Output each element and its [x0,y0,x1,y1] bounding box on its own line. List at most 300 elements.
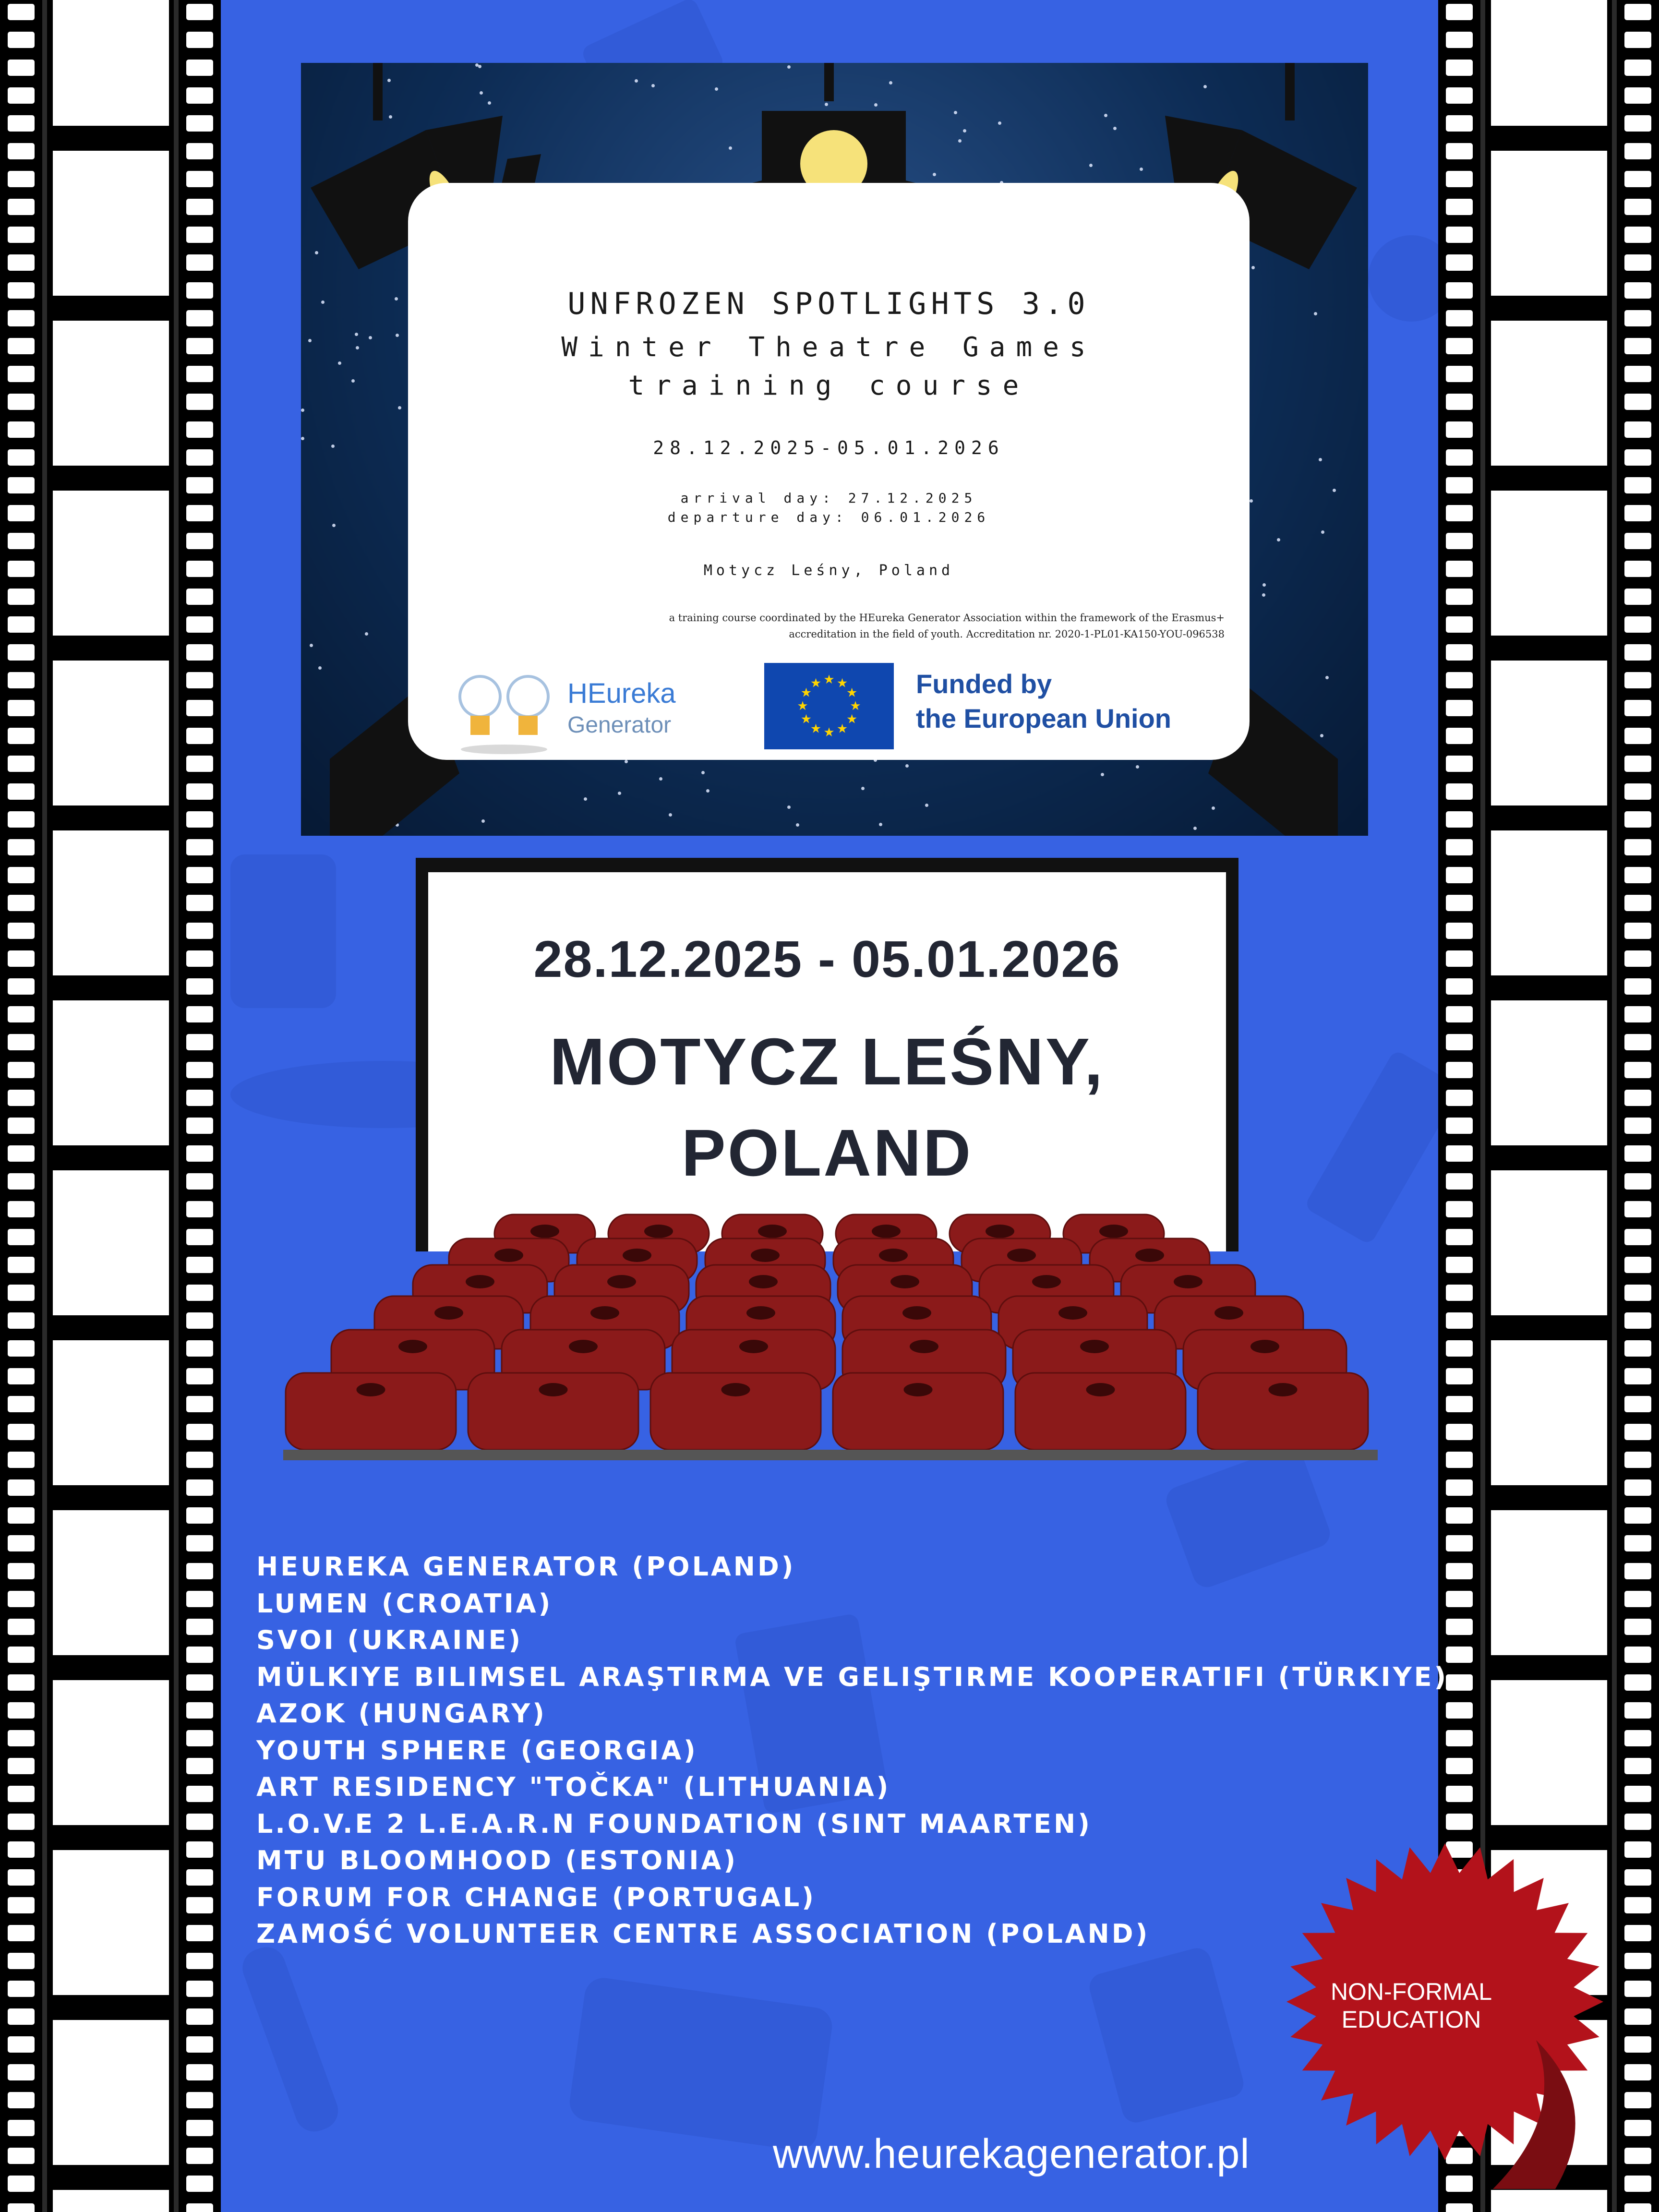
partner-item: ZAMOŚĆ VOLUNTEER CENTRE ASSOCIATION (POLAND) [256,1919,1150,1949]
seat-hole [1058,1306,1087,1320]
sprocket-hole [1446,394,1473,410]
sprocket-hole [8,1201,35,1217]
film-frame [1491,661,1607,805]
sprocket-hole [1624,811,1651,828]
sprocket-hole [1624,1145,1651,1162]
sprocket-hole [186,32,213,48]
seat-hole [466,1275,494,1288]
film-frame [1491,1000,1607,1145]
sprocket-hole [8,1953,35,1969]
sprocket-hole [1446,839,1473,855]
sprocket-hole [186,923,213,939]
eu-star: ★ [846,685,858,700]
eu-flag-icon [764,663,894,749]
sprocket-hole [1446,171,1473,187]
sprocket-hole [186,2203,213,2212]
sprocket-hole [186,87,213,104]
sprocket-hole [8,366,35,382]
sprocket-hole [186,756,213,772]
sprocket-hole [1624,310,1651,326]
sprocket-hole [8,728,35,744]
sprocket-hole [1446,227,1473,243]
strip-rail [174,0,179,2212]
sprocket-hole [1446,449,1473,466]
sprocket-hole [8,32,35,48]
partner-item: FORUM FOR CHANGE (PORTUGAL) [256,1882,816,1912]
sprocket-hole [8,171,35,187]
sprocket-hole [1624,1730,1651,1746]
seat-hole [494,1249,523,1262]
screen-location-line-1: MOTYCZ LEŚNY, [549,1025,1105,1099]
sprocket-hole [186,867,213,883]
sprocket-hole [8,505,35,521]
partner-item: ART RESIDENCY "TOČKA" (LITHUANIA) [256,1772,891,1802]
sprocket-hole [8,421,35,438]
sprocket-hole [186,171,213,187]
seat-hole [890,1275,919,1288]
sprocket-hole [186,254,213,271]
sprocket-hole [8,1814,35,1830]
sprocket-hole [8,1034,35,1050]
film-frame [1491,491,1607,636]
film-frame [1491,151,1607,296]
film-frame [53,151,169,296]
sprocket-hole [186,1758,213,1774]
heureka-generator: Generator [567,712,672,738]
sprocket-hole [8,1006,35,1022]
seat-hole [1080,1340,1109,1353]
film-frame [53,830,169,975]
partner-item: SVOI (UKRAINE) [256,1625,523,1655]
sprocket-hole [1446,950,1473,967]
seat-hole [539,1383,568,1396]
seat-hole [434,1306,463,1320]
sprocket-hole [8,1479,35,1496]
sprocket-hole [186,1786,213,1802]
sprocket-hole [1624,1285,1651,1301]
sprocket-hole [186,227,213,243]
sprocket-hole [8,87,35,104]
sprocket-hole [1624,700,1651,716]
sprocket-hole [186,505,213,521]
sprocket-hole [1446,338,1473,354]
sprocket-hole [186,1897,213,1913]
sprocket-hole [1624,895,1651,911]
seat-hole [749,1275,778,1288]
seat-hole [746,1306,775,1320]
sprocket-hole [1624,171,1651,187]
sprocket-hole [1624,115,1651,132]
sprocket-hole [186,449,213,466]
seat-hole [1032,1275,1061,1288]
sprocket-hole [1624,839,1651,855]
sprocket-hole [186,115,213,132]
sprocket-hole [8,1619,35,1635]
seat-hole [357,1383,385,1396]
heureka-logo [446,668,691,759]
sprocket-hole [1446,477,1473,493]
sprocket-hole [8,1312,35,1329]
sprocket-hole [1624,1034,1651,1050]
eu-star: ★ [846,712,858,727]
sprocket-hole [8,1563,35,1579]
seat-hole [1135,1249,1164,1262]
eu-line-1: Funded by [916,669,1052,699]
sprocket-hole [1446,32,1473,48]
sprocket-hole [186,394,213,410]
poster-subtitle-2: training course [628,370,1030,401]
sprocket-hole [1624,1173,1651,1190]
seat-hole [721,1383,750,1396]
sprocket-hole [186,839,213,855]
sprocket-hole [8,1841,35,1858]
sprocket-hole [1446,1034,1473,1050]
sprocket-hole [8,1340,35,1357]
sprocket-hole [8,2036,35,2053]
sprocket-hole [8,700,35,716]
sprocket-hole [1624,2203,1651,2212]
poster-note-2: accreditation in the field of youth. Accreditation nr. 2020-1-PL01-KA150-YOU-096538 [789,628,1225,640]
sprocket-hole [1446,1145,1473,1162]
badge-line-2: EDUCATION [1341,2006,1481,2033]
sprocket-hole [8,1786,35,1802]
sprocket-hole [1624,338,1651,354]
sprocket-hole [8,1118,35,1134]
film-frame [1491,321,1607,466]
film-frame [53,1510,169,1655]
sprocket-hole [8,449,35,466]
sprocket-hole [8,1090,35,1106]
sprocket-hole [186,477,213,493]
sprocket-hole [1446,783,1473,800]
sprocket-hole [186,1145,213,1162]
sprocket-hole [1624,449,1651,466]
sprocket-hole [1624,783,1651,800]
seat-hole [623,1249,651,1262]
seat-hole [758,1225,787,1238]
seat-hole [902,1306,931,1320]
website-link[interactable]: www.heurekagenerator.pl [773,2131,1250,2177]
sprocket-hole [1624,4,1651,20]
seat-hole [910,1340,938,1353]
sprocket-hole [186,1452,213,1468]
sprocket-hole [186,1591,213,1607]
screen-location [428,1016,1226,1199]
sprocket-hole [1446,1479,1473,1496]
seat-hole [1250,1340,1279,1353]
sprocket-hole [8,2148,35,2164]
sprocket-hole [1446,87,1473,104]
sprocket-hole [1446,2203,1473,2212]
sprocket-hole [186,978,213,995]
sprocket-hole [1446,143,1473,159]
screen-location-line-2: POLAND [681,1116,973,1190]
seat-hole [1214,1306,1243,1320]
seat-hole [398,1340,427,1353]
sprocket-hole [8,282,35,299]
sprocket-hole [8,644,35,661]
sprocket-hole [8,895,35,911]
seat-hole [751,1249,780,1262]
sprocket-hole [1446,533,1473,549]
sprocket-hole [1446,978,1473,995]
sprocket-hole [186,1702,213,1719]
sprocket-hole [186,1340,213,1357]
sprocket-hole [1624,1702,1651,1719]
sprocket-hole [8,4,35,20]
sprocket-hole [186,1869,213,1886]
sprocket-hole [8,867,35,883]
sprocket-hole [186,1118,213,1134]
sprocket-hole [1446,505,1473,521]
sprocket-hole [1624,644,1651,661]
sprocket-hole [8,2092,35,2108]
sprocket-hole [8,1285,35,1301]
poster-title: UNFROZEN SPOTLIGHTS 3.0 [567,286,1090,321]
sprocket-hole [8,1173,35,1190]
sprocket-hole [8,1647,35,1663]
sprocket-hole [186,1368,213,1384]
film-frame [53,1680,169,1825]
event-poster [301,63,1368,836]
seat-hole [1174,1275,1202,1288]
eu-line-2: the European Union [916,703,1171,733]
film-frame [1491,1170,1607,1315]
sprocket-hole [8,561,35,577]
sprocket-hole [8,115,35,132]
sprocket-hole [186,1312,213,1329]
film-frame [1491,1510,1607,1655]
sprocket-hole [1624,867,1651,883]
seat-hole [904,1383,933,1396]
sprocket-hole [8,1758,35,1774]
sprocket-hole [1624,1452,1651,1468]
sprocket-hole [1624,1814,1651,1830]
sprocket-hole [186,728,213,744]
poster-location: Motycz Leśny, Poland [703,562,954,579]
sprocket-hole [1624,421,1651,438]
sprocket-hole [8,589,35,605]
sprocket-hole [186,143,213,159]
film-frame [1491,1680,1607,1825]
sprocket-hole [186,895,213,911]
sprocket-hole [1446,1062,1473,1078]
sprocket-hole [1446,1285,1473,1301]
partner-item: L.O.V.E 2 L.E.A.R.N FOUNDATION (SINT MAARTEN) [256,1808,1092,1839]
sprocket-hole [1446,811,1473,828]
sprocket-hole [8,1897,35,1913]
partner-item: YOUTH SPHERE (GEORGIA) [256,1735,698,1766]
sprocket-hole [186,1814,213,1830]
sprocket-hole [8,394,35,410]
sprocket-hole [8,1229,35,1245]
seat-hole [530,1225,559,1238]
sprocket-hole [186,2064,213,2080]
sprocket-hole [1624,1340,1651,1357]
sprocket-hole [186,421,213,438]
sprocket-hole [1624,1619,1651,1635]
sprocket-hole [186,1925,213,1941]
sprocket-hole [1624,1424,1651,1440]
film-frame [1491,1340,1607,1485]
sprocket-hole [1446,644,1473,661]
strip-rail [42,0,47,2212]
sprocket-hole [186,1285,213,1301]
sprocket-hole [8,1396,35,1412]
poster-card [408,183,1250,760]
sprocket-hole [1446,366,1473,382]
poster-subtitle-1: Winter Theatre Games [561,332,1096,363]
sprocket-hole [8,1257,35,1273]
sprocket-hole [1624,1535,1651,1551]
sprocket-hole [1624,477,1651,493]
sprocket-hole [1446,1201,1473,1217]
sprocket-hole [1446,728,1473,744]
sprocket-hole [1624,32,1651,48]
sprocket-hole [8,1869,35,1886]
film-frame [53,1850,169,1995]
eu-star: ★ [797,699,808,713]
sprocket-hole [1446,4,1473,20]
poster-note-1: a training course coordinated by the HEureka Generator Association within the framework of the Erasmus+ [669,612,1225,624]
film-frame [53,1170,169,1315]
film-strip-left [0,0,221,2212]
sprocket-hole [1624,1786,1651,1802]
sprocket-hole [1624,589,1651,605]
sprocket-hole [8,1535,35,1551]
eu-star: ★ [836,676,848,691]
sprocket-hole [186,310,213,326]
sprocket-hole [186,950,213,967]
sprocket-hole [1624,366,1651,382]
film-frame [1491,830,1607,975]
sprocket-hole [186,1062,213,1078]
poster-arrival: arrival day: 27.12.2025 [680,490,977,506]
sprocket-hole [1624,394,1651,410]
sprocket-hole [1624,1507,1651,1524]
sprocket-hole [1624,1591,1651,1607]
sprocket-hole [8,1702,35,1719]
sprocket-hole [1624,978,1651,995]
seat-hole [644,1225,673,1238]
seat-hole [590,1306,619,1320]
sprocket-hole [1624,1368,1651,1384]
sprocket-hole [8,1925,35,1941]
eu-star: ★ [810,721,822,736]
eu-star: ★ [850,699,861,713]
seat-hole [607,1275,636,1288]
sprocket-hole [8,2203,35,2212]
seat-hole [872,1225,901,1238]
film-frame [53,491,169,636]
sprocket-hole [1446,589,1473,605]
sprocket-hole [8,1591,35,1607]
sprocket-hole [1624,1201,1651,1217]
sprocket-hole [1624,950,1651,967]
sprocket-hole [8,950,35,967]
sprocket-hole [1624,1647,1651,1663]
poster-departure: departure day: 06.01.2026 [667,509,990,525]
sprocket-hole [1446,199,1473,215]
partner-item: MTU BLOOMHOOD (ESTONIA) [256,1845,738,1875]
sprocket-hole [1446,1006,1473,1022]
sprocket-hole [1446,895,1473,911]
sprocket-hole [1624,672,1651,688]
sprocket-hole [1446,672,1473,688]
screen-inner [428,872,1226,1251]
sprocket-hole [186,1981,213,1997]
sprocket-hole [186,282,213,299]
sprocket-hole [1624,756,1651,772]
sprocket-hole [8,2008,35,2025]
sprocket-hole [186,1090,213,1106]
sprocket-hole [8,477,35,493]
sprocket-hole [1624,60,1651,76]
sprocket-hole [1446,561,1473,577]
sprocket-hole [186,1730,213,1746]
partner-item: MÜLKIYE BILIMSEL ARAŞTIRMA VE GELIŞTIRME KOOPERATIFI (TÜRKIYE) [256,1661,1449,1692]
sprocket-hole [186,533,213,549]
eu-star: ★ [800,685,812,700]
film-frame [53,321,169,466]
sprocket-hole [1446,1424,1473,1440]
sprocket-hole [1624,282,1651,299]
sprocket-hole [1446,756,1473,772]
sprocket-hole [186,561,213,577]
sprocket-hole [8,310,35,326]
sprocket-hole [186,366,213,382]
sprocket-hole [1446,700,1473,716]
seat-hole [986,1225,1014,1238]
sprocket-hole [8,672,35,688]
sprocket-hole [186,644,213,661]
sprocket-hole [8,60,35,76]
sprocket-hole [1624,87,1651,104]
sprocket-hole [1446,421,1473,438]
sprocket-hole [186,616,213,633]
sprocket-hole [1624,1312,1651,1329]
film-frame [53,2020,169,2165]
eu-star: ★ [836,721,848,736]
sprocket-hole [1446,1118,1473,1134]
cinema-screen [416,858,1238,1251]
sprocket-hole [186,2176,213,2192]
sprocket-hole [186,1201,213,1217]
film-frame [53,1340,169,1485]
sprocket-hole [1446,1312,1473,1329]
screen-dates: 28.12.2025 - 05.01.2026 [533,930,1121,988]
sprocket-hole [186,1563,213,1579]
sprocket-hole [186,2036,213,2053]
partner-item: LUMEN (CROATIA) [256,1588,553,1619]
sprocket-hole [8,2120,35,2136]
sprocket-hole [1624,1674,1651,1691]
sprocket-hole [8,1145,35,1162]
sprocket-hole [8,756,35,772]
badge-text [1296,1978,1527,2033]
sprocket-hole [186,1424,213,1440]
sprocket-hole [1624,199,1651,215]
sprocket-hole [1624,505,1651,521]
sprocket-hole [186,2120,213,2136]
sprocket-hole [1624,728,1651,744]
sprocket-hole [8,1730,35,1746]
sprocket-hole [1624,561,1651,577]
seat-hole [1099,1225,1128,1238]
sprocket-hole [1624,1062,1651,1078]
seat-base [283,1450,1378,1460]
sprocket-hole [186,1841,213,1858]
